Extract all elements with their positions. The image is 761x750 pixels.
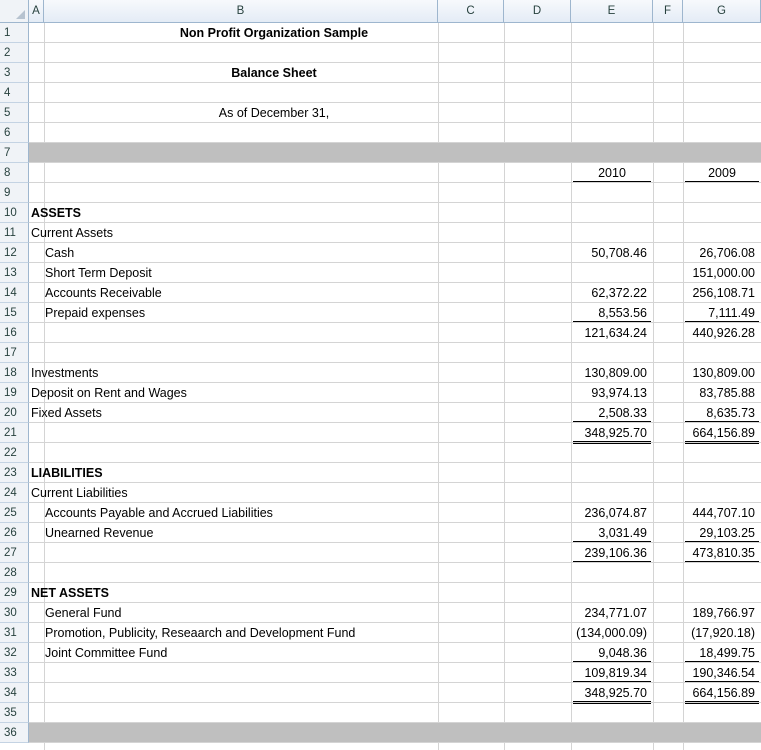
as-of-date[interactable]: As of December 31, xyxy=(218,106,330,120)
amount-2009[interactable]: 151,000.00 xyxy=(692,266,755,280)
amount-2009[interactable]: 256,108.71 xyxy=(692,286,755,300)
row-header-7[interactable]: 7 xyxy=(0,143,29,163)
sheet-row xyxy=(29,443,761,463)
row-label[interactable]: Accounts Payable and Accrued Liabilities xyxy=(45,506,273,520)
amount-2010[interactable]: 348,925.70 xyxy=(573,425,651,444)
sheet-row xyxy=(29,163,761,183)
column-header-e[interactable]: E xyxy=(571,0,653,23)
column-header-d[interactable]: D xyxy=(504,0,571,23)
amount-2010[interactable]: 93,974.13 xyxy=(591,386,647,400)
row-header-16[interactable]: 16 xyxy=(0,323,29,343)
row-label[interactable]: Deposit on Rent and Wages xyxy=(31,386,187,400)
row-label[interactable]: LIABILITIES xyxy=(31,466,103,480)
column-header-b[interactable]: B xyxy=(44,0,438,23)
row-header-31[interactable]: 31 xyxy=(0,623,29,643)
amount-2009[interactable]: 190,346.54 xyxy=(685,665,759,682)
row-header-24[interactable]: 24 xyxy=(0,483,29,503)
amount-2009[interactable]: 440,926.28 xyxy=(692,326,755,340)
sheet-row xyxy=(29,423,761,443)
sheet-row xyxy=(29,143,761,163)
sheet-row xyxy=(29,123,761,143)
sheet-row xyxy=(29,363,761,383)
row-header-10[interactable]: 10 xyxy=(0,203,29,223)
amount-2009[interactable]: 664,156.89 xyxy=(685,425,759,444)
sheet-row xyxy=(29,723,761,743)
amount-2010[interactable]: 130,809.00 xyxy=(584,366,647,380)
sheet-row xyxy=(29,243,761,263)
row-header-13[interactable]: 13 xyxy=(0,263,29,283)
row-header-19[interactable]: 19 xyxy=(0,383,29,403)
sheet-row xyxy=(29,203,761,223)
sheet-row xyxy=(29,663,761,683)
row-label[interactable]: Accounts Receivable xyxy=(45,286,162,300)
amount-2010[interactable]: 236,074.87 xyxy=(584,506,647,520)
year-2010-header[interactable]: 2010 xyxy=(573,165,651,182)
column-header-a[interactable]: A xyxy=(29,0,44,23)
sheet-row xyxy=(29,183,761,203)
row-header-35[interactable]: 35 xyxy=(0,703,29,723)
sheet-row xyxy=(29,603,761,623)
row-header-32[interactable]: 32 xyxy=(0,643,29,663)
row-header-33[interactable]: 33 xyxy=(0,663,29,683)
sheet-row xyxy=(29,403,761,423)
row-label[interactable]: Unearned Revenue xyxy=(45,526,154,540)
sheet-subtitle[interactable]: Balance Sheet xyxy=(231,66,317,80)
amount-2010[interactable]: 62,372.22 xyxy=(591,286,647,300)
amount-2010[interactable]: 234,771.07 xyxy=(584,606,647,620)
amount-2010[interactable]: 50,708.46 xyxy=(591,246,647,260)
column-header-f[interactable]: F xyxy=(653,0,683,23)
amount-2010[interactable]: 9,048.36 xyxy=(573,645,651,662)
row-header-22[interactable]: 22 xyxy=(0,443,29,463)
sheet-row xyxy=(29,483,761,503)
row-label[interactable]: Promotion, Publicity, Reseaarch and Development Fund xyxy=(45,626,356,640)
amount-2010[interactable]: 8,553.56 xyxy=(573,305,651,322)
amount-2009[interactable]: 664,156.89 xyxy=(685,685,759,704)
amount-2009[interactable]: 7,111.49 xyxy=(685,305,759,322)
amount-2009[interactable]: (17,920.18) xyxy=(691,626,755,640)
sheet-row xyxy=(29,343,761,363)
select-all-triangle-icon xyxy=(16,10,25,19)
row-label[interactable]: General Fund xyxy=(45,606,122,620)
row-label[interactable]: Current Assets xyxy=(31,226,113,240)
amount-2010[interactable]: 109,819.34 xyxy=(573,665,651,682)
amount-2010[interactable]: 239,106.36 xyxy=(573,545,651,562)
row-header-3[interactable]: 3 xyxy=(0,63,29,83)
row-header-1[interactable]: 1 xyxy=(0,23,29,43)
row-header-29[interactable]: 29 xyxy=(0,583,29,603)
sheet-row xyxy=(29,463,761,483)
sheet-row xyxy=(29,223,761,243)
row-header-26[interactable]: 26 xyxy=(0,523,29,543)
row-header-2[interactable]: 2 xyxy=(0,43,29,63)
row-header-27[interactable]: 27 xyxy=(0,543,29,563)
sheet-row xyxy=(29,683,761,703)
sheet-row xyxy=(29,543,761,563)
amount-2009[interactable]: 130,809.00 xyxy=(692,366,755,380)
row-header-21[interactable]: 21 xyxy=(0,423,29,443)
row-header-30[interactable]: 30 xyxy=(0,603,29,623)
amount-2010[interactable]: (134,000.09) xyxy=(576,626,647,640)
row-header-20[interactable]: 20 xyxy=(0,403,29,423)
column-header-row xyxy=(0,0,761,23)
amount-2009[interactable]: 8,635.73 xyxy=(685,405,759,422)
row-header-17[interactable]: 17 xyxy=(0,343,29,363)
row-header-14[interactable]: 14 xyxy=(0,283,29,303)
sheet-row xyxy=(29,323,761,343)
row-label[interactable]: Fixed Assets xyxy=(31,406,102,420)
amount-2009[interactable]: 29,103.25 xyxy=(685,525,759,542)
row-header-5[interactable]: 5 xyxy=(0,103,29,123)
row-label[interactable]: Current Liabilities xyxy=(31,486,128,500)
amount-2009[interactable]: 83,785.88 xyxy=(699,386,755,400)
row-label[interactable]: Joint Committee Fund xyxy=(45,646,168,660)
amount-2010[interactable]: 3,031.49 xyxy=(573,525,651,542)
row-label[interactable]: Prepaid expenses xyxy=(45,306,146,320)
sheet-row xyxy=(29,703,761,723)
amount-2009[interactable]: 26,706.08 xyxy=(699,246,755,260)
row-header-18[interactable]: 18 xyxy=(0,363,29,383)
sheet-row xyxy=(29,83,761,103)
amount-2009[interactable]: 444,707.10 xyxy=(692,506,755,520)
row-header-11[interactable]: 11 xyxy=(0,223,29,243)
row-label[interactable]: NET ASSETS xyxy=(31,586,110,600)
row-label[interactable]: Investments xyxy=(31,366,99,380)
row-header-34[interactable]: 34 xyxy=(0,683,29,703)
row-header-6[interactable]: 6 xyxy=(0,123,29,143)
row-label[interactable]: ASSETS xyxy=(31,206,82,220)
row-header-4[interactable]: 4 xyxy=(0,83,29,103)
sheet-row xyxy=(29,43,761,63)
row-header-36[interactable]: 36 xyxy=(0,723,29,743)
row-header-15[interactable]: 15 xyxy=(0,303,29,323)
row-header-28[interactable]: 28 xyxy=(0,563,29,583)
row-header-25[interactable]: 25 xyxy=(0,503,29,523)
row-header-12[interactable]: 12 xyxy=(0,243,29,263)
year-2009-header[interactable]: 2009 xyxy=(685,165,759,182)
row-label[interactable]: Cash xyxy=(45,246,75,260)
amount-2009[interactable]: 473,810.35 xyxy=(685,545,759,562)
amount-2010[interactable]: 121,634.24 xyxy=(584,326,647,340)
row-label[interactable]: Short Term Deposit xyxy=(45,266,152,280)
amount-2009[interactable]: 18,499.75 xyxy=(685,645,759,662)
amount-2009[interactable]: 189,766.97 xyxy=(692,606,755,620)
select-all-corner[interactable] xyxy=(0,0,29,23)
amount-2010[interactable]: 348,925.70 xyxy=(573,685,651,704)
sheet-row xyxy=(29,563,761,583)
row-header-9[interactable]: 9 xyxy=(0,183,29,203)
row-header-8[interactable]: 8 xyxy=(0,163,29,183)
row-header-23[interactable]: 23 xyxy=(0,463,29,483)
amount-2010[interactable]: 2,508.33 xyxy=(573,405,651,422)
sheet-title[interactable]: Non Profit Organization Sample xyxy=(179,26,369,40)
sheet-row xyxy=(29,583,761,603)
column-header-c[interactable]: C xyxy=(438,0,504,23)
column-header-g[interactable]: G xyxy=(683,0,761,23)
